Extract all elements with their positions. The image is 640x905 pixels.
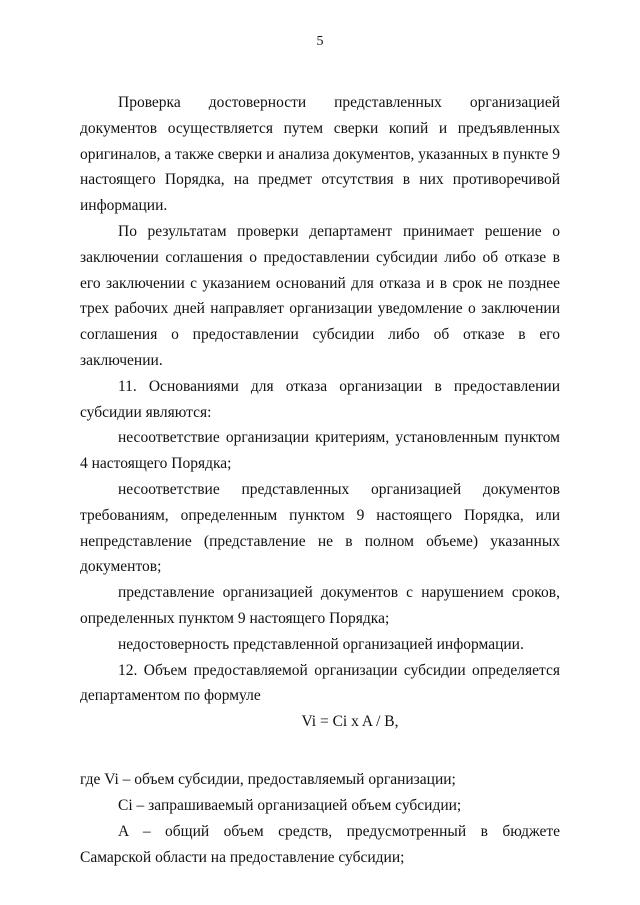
paragraph-ground-deadline: представление организацией документов с нарушением сроков, определенных пунктом 9 настоящего Порядка; bbox=[80, 584, 560, 627]
definition-ci: Ci – запрашиваемый организацией объем субсидии; bbox=[118, 796, 462, 814]
definition-a: A – общий объем средств, предусмотренный в бюджете Самарской области на предоставление субсидии; bbox=[80, 822, 560, 866]
paragraph-12-volume: 12. Объем предоставляемой организации субсидии определяется департаментом по формуле bbox=[80, 661, 560, 705]
paragraph-ground-criteria: несоответствие организации критериям, установленным пунктом 4 настоящего Порядка; bbox=[80, 429, 560, 473]
paragraph-verification: Проверка достоверности представленных организацией документов осуществляется путем сверки копий и предъявленных оригиналов, а также сверки и анализа документов, указанных в пункте 9 настоящего Порядка, на предмет отсутствия в них противоречивой информации. bbox=[80, 94, 560, 215]
definition-vi: где Vi – объем субсидии, предоставляемый организации; bbox=[80, 771, 456, 789]
paragraph-11-grounds: 11. Основаниями для отказа организации в предоставлении субсидии являются: bbox=[80, 377, 560, 421]
paragraph-ground-unreliable: недостоверность представленной организацией информации. bbox=[118, 635, 524, 653]
document-body bbox=[80, 90, 560, 870]
paragraph-ground-documents: несоответствие представленных организацией документов требованиям, определенным пунктом 9 настоящего Порядка, или непредставление (представление не в полном объеме) указанных документов; bbox=[80, 480, 560, 576]
page-number: 5 bbox=[316, 34, 324, 49]
formula: Vi = Ci x A / B, bbox=[301, 713, 399, 731]
paragraph-decision: По результатам проверки департамент принимает решение о заключении соглашения о предоставлении субсидии либо об отказе в его заключении с указанием оснований для отказа и в срок не позднее трех рабочих дней направляет организации уведомление о заключении соглашения о предоставлении субсидии либо об отказе в его заключении. bbox=[80, 222, 560, 369]
